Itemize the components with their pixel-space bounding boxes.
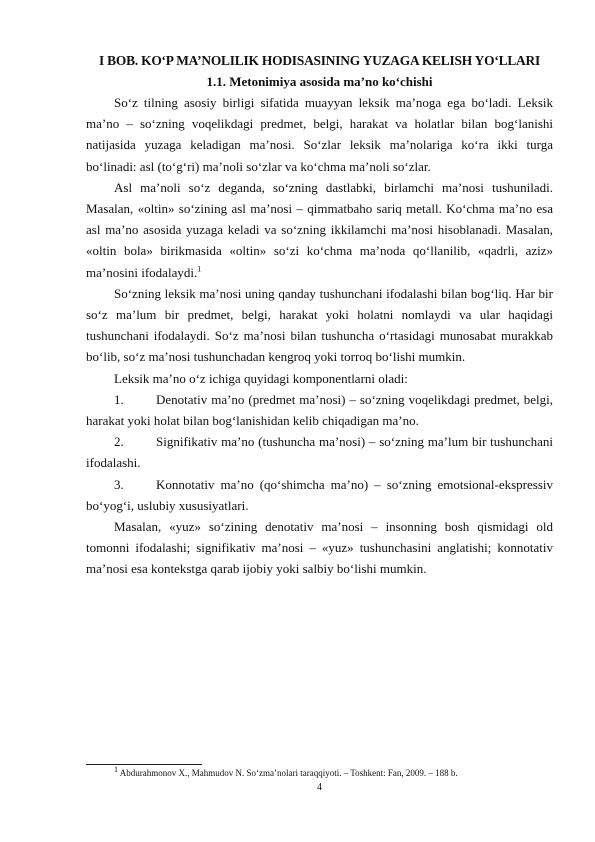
list-number: 1. bbox=[114, 391, 124, 407]
footnote-divider bbox=[86, 764, 202, 765]
list-number: 3. bbox=[114, 476, 124, 492]
footnote-reference[interactable]: 1 bbox=[197, 264, 202, 274]
list-item-3 bbox=[86, 474, 553, 516]
list-item-2 bbox=[86, 431, 553, 473]
page-content bbox=[86, 50, 553, 580]
list-item-text: Denotativ ma’no (predmet ma’nosi) – so‘zning voqelikdagi predmet, belgi, harakat yoki holat bilan bog‘lanishidan kelib chiqadigan ma’no. bbox=[86, 391, 553, 429]
footnote-marker: 1 bbox=[114, 765, 118, 774]
page-number: 4 bbox=[317, 782, 322, 793]
list-item-text: Konnotativ ma’no (qo‘shimcha ma’no) – so‘zning emotsional-ekspressiv bo‘yog‘i, uslubiy xususiyatlari. bbox=[86, 476, 553, 513]
chapter-title: I BOB. KO‘P MA’NOLILIK HODISASINING YUZAGA KELISH YO‘LLARI bbox=[98, 53, 541, 68]
section-title: 1.1. Metonimiya asosida ma’no ko‘chishi bbox=[206, 74, 433, 89]
body-paragraph-2-text: Asl ma’noli so‘z deganda, so‘zning dastlabki, birlamchi ma’nosi tushuniladi. Masalan, «oltin» so‘zining asl ma’nosi – qimmatbaho sariq metall. Ko‘chma ma’no esa asl ma’no asosida yuzaga keladi va so‘zning ikkilamchi ma’nosi hisoblanadi. Masalan, «oltin bola» birikmasida «oltin» so‘zi ko‘chma ma’noda qo‘llanilib, «qadrli, aziz» ma’nosini ifodalaydi. bbox=[86, 179, 553, 280]
list-number: 2. bbox=[114, 434, 124, 450]
body-paragraph-3: So‘zning leksik ma’nosi uning qanday tushunchani ifodalashi bilan bog‘liq. Har bir so‘z ma’lum bir predmet, belgi, harakat yoki holatni nomlaydi va ular haqidagi tushunchani ifodalaydi. So‘z ma’nosi bilan tushuncha o‘rtasidagi munosabat murakkab bo‘lib, so‘z ma’nosi tushunchadan kengroq yoki torroq bo‘lishi mumkin. bbox=[86, 285, 553, 365]
body-paragraph-1: So‘z tilning asosiy birligi sifatida muayyan leksik ma’noga ega bo‘ladi. Leksik ma’no – so‘zning voqelikdagi predmet, belgi, harakat va holatlar bilan bog‘lanishi natijasida yuzaga keladigan ma’nosi. So‘zlar leksik ma’nolariga ko‘ra ikki turga bo‘linadi: asl (to‘g‘ri) ma’noli so‘zlar va ko‘chma ma’noli so‘zlar. bbox=[86, 95, 553, 174]
list-item-1 bbox=[86, 389, 553, 431]
closing-paragraph: Masalan, «yuz» so‘zining denotativ ma’nosi – insonning bosh qismidagi old tomonni ifodalashi; signifikativ ma’nosi – «yuz» tushunchasini anglatishi; konnotativ ma’nosi esa kontekstga qarab ijobiy yoki salbiy bo‘lishi mumkin. bbox=[86, 519, 553, 577]
body-paragraph-4: Leksik ma’no o‘z ichiga quyidagi komponentlarni oladi: bbox=[114, 370, 408, 386]
list-item-text: Signifikativ ma’no (tushuncha ma’nosi) – so‘zning ma’lum bir tushunchani ifodalashi. bbox=[86, 434, 553, 471]
footnote bbox=[86, 765, 553, 779]
body-paragraph-2 bbox=[86, 177, 553, 283]
footnote-text: Abdurahmonov X., Mahmudov N. So‘zma’nolari taraqqiyoti. – Toshkent: Fan, 2009. – 188 b. bbox=[119, 768, 458, 778]
